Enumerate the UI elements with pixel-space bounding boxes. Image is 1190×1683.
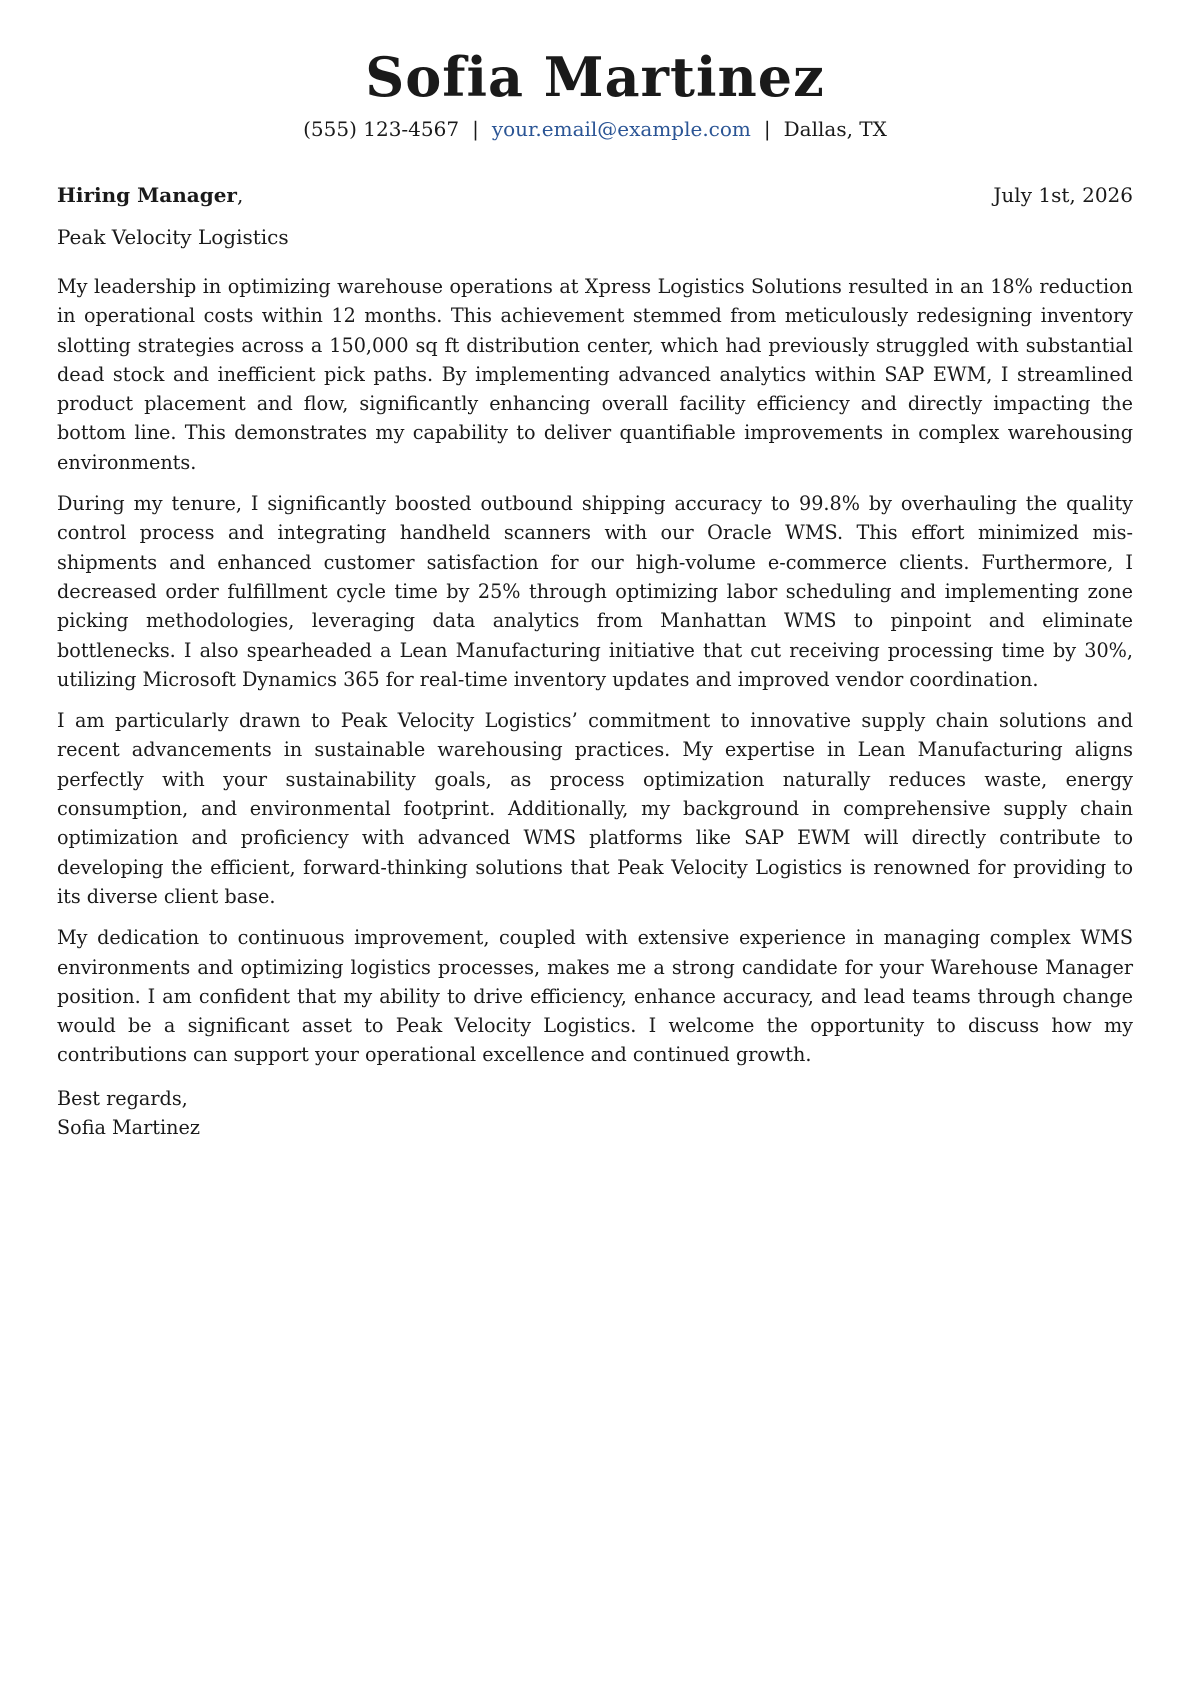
letter-body [57,272,1133,1070]
salutation [57,182,243,208]
closing-block [57,1084,1133,1142]
recipient-suffix: , [236,183,244,207]
body-paragraph: I am particularly drawn to Peak Velocity Logistics’ commitment to innovative supply chain solutions and recent advancements in sustainable warehousing practices. My expertise in Lean Manufacturing aligns perfectly with your sustainability goals, as process optimization naturally reduces waste, energy consumption, and environmental footprint. Additionally, my background in comprehensive supply chain optimization and proficiency with advanced WMS platforms like SAP EWM will directly contribute to developing the efficient, forward-thinking solutions that Peak Velocity Logistics is renowned for providing to its diverse client base. [57,709,1133,908]
location: Dallas, TX [783,117,887,141]
contact-separator: | [763,117,771,141]
body-paragraph: During my tenure, I significantly boosted outbound shipping accuracy to 99.8% by overhauling the quality control process and integrating handheld scanners with our Oracle WMS. This effort minimized mis-shipments and enhanced customer satisfaction for our high-volume e-commerce clients. Furthermore, I decreased order fulfillment cycle time by 25% through optimizing labor scheduling and implementing zone picking methodologies, leveraging data analytics from Manhattan WMS to pinpoint and eliminate bottlenecks. I also spearheaded a Lean Manufacturing initiative that cut receiving processing time by 30%, utilizing Microsoft Dynamics 365 for real-time inventory updates and improved vendor coordination. [57,492,1133,691]
cover-letter-page [57,0,1133,1142]
recipient-title: Hiring Manager [57,183,237,207]
body-paragraph: My leadership in optimizing warehouse operations at Xpress Logistics Solutions resulted in an 18% reduction in operational costs within 12 months. This achievement stemmed from meticulously redesigning inventory slotting strategies across a 150,000 sq ft distribution center, which had previously struggled with substantial dead stock and inefficient pick paths. By implementing advanced analytics within SAP EWM, I streamlined product placement and flow, significantly enhancing overall facility efficiency and directly impacting the bottom line. This demonstrates my capability to deliver quantifiable improvements in complex warehousing environments. [57,275,1133,474]
body-paragraph: My dedication to continuous improvement, coupled with extensive experience in managing complex WMS environments and optimizing logistics processes, makes me a strong candidate for your Warehouse Manager position. I am confident that my ability to drive efficiency, enhance accuracy, and lead teams through change would be a significant asset to Peak Velocity Logistics. I welcome the opportunity to discuss how my contributions can support your operational excellence and continued growth. [57,926,1133,1067]
contact-separator: | [472,117,479,141]
company-name: Peak Velocity Logistics [57,225,289,249]
recipient-date-row [57,182,1133,208]
phone-number: (555) 123-4567 [303,117,460,141]
signature-name: Sofia Martinez [57,1115,200,1139]
applicant-name: Sofia Martinez [365,45,825,109]
letter-date: July 1st, 2026 [993,183,1133,207]
closing-phrase: Best regards, [57,1086,188,1110]
contact-line [57,116,1133,142]
email-link[interactable]: your.email@example.com [491,117,751,141]
